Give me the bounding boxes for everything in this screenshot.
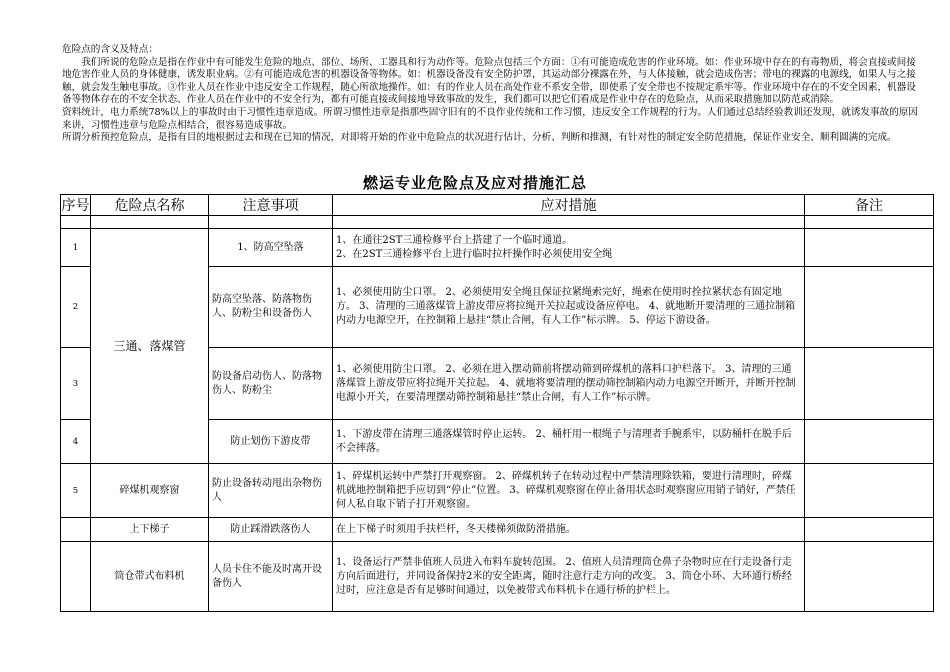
- row-number: [61, 542, 91, 612]
- col-header-caution: 注意事项: [209, 195, 333, 216]
- remark-cell: [805, 464, 934, 518]
- intro-heading: 危险点的含义及特点：: [62, 44, 158, 55]
- caution-cell: 人员卡住不能及时离开设备伤人: [209, 542, 333, 612]
- hazard-name: 碎煤机观察窗: [91, 464, 209, 518]
- hazard-name: 筒仓带式布料机: [91, 542, 209, 612]
- col-header-measures: 应对措施: [333, 195, 805, 216]
- row-number: 2: [61, 267, 91, 348]
- measures-cell: 1、碎煤机运转中严禁打开观察窗。 2、碎煤机转子在转动过程中严禁清理除铁箱，要进行清理时，碎煤机就地控制箱把手应切到“停止”位置。 3、碎煤机观察窗在停止备用状态时观察窗应用销子销好，严禁任何人私自取下销子打开观察窗。: [333, 464, 805, 518]
- remark-cell: [805, 348, 934, 420]
- measures-cell: 1、在通往2ST三通检修平台上搭建了一个临时通道。 2、在2ST三通检修平台上进行临时拉杆操作时必须使用安全绳: [333, 229, 805, 267]
- table-row: [61, 542, 934, 612]
- table-row: [61, 518, 934, 542]
- caution-cell: 防止划伤下游皮带: [209, 420, 333, 464]
- remark-cell: [805, 518, 934, 542]
- remark-cell: [805, 542, 934, 612]
- remark-cell: [805, 267, 934, 348]
- hazard-name: 上下梯子: [91, 518, 209, 542]
- hazard-name-merged: 三通、落煤管: [91, 229, 209, 464]
- table-title: 燃运专业危险点及应对措施汇总: [362, 174, 587, 192]
- row-number: [61, 518, 91, 542]
- measures-cell: 1、必须使用防尘口罩。 2、必须在进入摆动筛前将摆动筛到碎煤机的落料口护栏落下。 3、清理的三通落煤管上游皮带应将拉绳开关拉起。 4、就地将要清理的摆动筛控制箱内动力电源空开断开，并断开控制电源小开关，在要清理摆动筛控制箱悬挂“禁止合闸，有人工作”标示牌。: [333, 348, 805, 420]
- intro-paragraph-3: 所谓分析预控危险点，是指有目的地根据过去和现在已知的情况，对即将开始的作业中危险点的状况进行估计、分析、判断和推测，有针对性的制定安全防范措施，保证作业安全、顺利圆满的完成。: [62, 132, 897, 144]
- caution-cell: 防止设备转动甩出杂物伤人: [209, 464, 333, 518]
- col-header-hazard: 危险点名称: [91, 195, 209, 216]
- remark-cell: [805, 420, 934, 464]
- table-row: [61, 464, 934, 518]
- measures-cell: 1、下游皮带在清理三通落煤管时停止运转。 2、桶杆用一根绳子与清理者手腕系牢，以防桶杆在脱手后不会摔落。: [333, 420, 805, 464]
- table-header-row: [61, 195, 934, 216]
- row-number: 5: [61, 464, 91, 518]
- hazard-table: [60, 194, 934, 612]
- row-number: 1: [61, 229, 91, 267]
- table-row: [61, 229, 934, 267]
- caution-cell: 防高空坠落、防落物伤人、防粉尘和设备伤人: [209, 267, 333, 348]
- measures-cell: 1、必须使用防尘口罩。 2、必须使用安全绳且保证拉紧绳索完好，绳索在使用时拴拉紧状态有固定地方。 3、清理的三通落煤管上游皮带应将拉绳开关拉起或设备应停电。 4、就地断开要清理的三通拉制箱内动力电源空开，在控制箱上悬挂“禁止合闸，有人工作”标示牌。 5、停运下游设备。: [333, 267, 805, 348]
- measures-cell: 1、设备运行严禁非值班人员进入布料车旋转范围。 2、值班人员清理筒仓鼻子杂物时应在行走设备行走方向后面进行，并同设备保持2米的安全距离，随时注意行走方向的改变。 3、筒仓小环、大环通行桥经过时，应注意是否有足够时间通过，以免被带式布料机卡在通行桥的护栏上。: [333, 542, 805, 612]
- intro-paragraph-1: 我们所说的危险点是指在作业中有可能发生危险的地点、部位、场所、工器具和行为动作等。危险点包括三个方面：①有可能造成危害的作业环境。如：作业环境中存在的有毒物质，将会直接或间接地危害作业人员的身体健康，诱发职业病。②有可能造成危害的机器设备等物体。如：机器设备没有安全防护罩，其运动部分裸露在外，与人体接触，就会造成伤害；带电的裸露的电源线，如果人与之接触，就会发生触电事故。③作业人员在作业中违反安全工作规程，随心所欲地操作。如：有的作业人员在高处作业不系安全带，即使系了安全带也不按规定系牢等。作业环境中存在的不安全因素，机器设备等物体存在的不安全状态、作业人员在作业中的不安全行为，都有可能直接或间接地导致事故的发生，我们都可以把它们看成是作业中存在的危险点，从而采取措施加以防范或消除。: [62, 56, 916, 106]
- caution-cell: 1、防高空坠落: [209, 229, 333, 267]
- col-header-no: 序号: [61, 195, 91, 216]
- measures-cell: 在上下梯子时须用手扶栏杆，冬天楼梯须做防滑措施。: [333, 518, 805, 542]
- col-header-remark: 备注: [805, 195, 934, 216]
- caution-cell: 防止踩滑跌落伤人: [209, 518, 333, 542]
- spacer-row: [61, 216, 934, 229]
- intro-paragraph-2: 资料统计，电力系统78%以上的事故时由于习惯性违章造成。所谓习惯性违章是指那些固守旧有的不良作业传统和工作习惯，违反安全工作规程的行为。人们通过总结经验教训还发现，就诱发事故的原因来讲，习惯性违章与危险点相结合，很容易造成事故。: [62, 106, 918, 131]
- row-number: 4: [61, 420, 91, 464]
- caution-cell: 防设备启动伤人、防落物伤人、防粉尘: [209, 348, 333, 420]
- intro-section: [62, 44, 922, 145]
- row-number: 3: [61, 348, 91, 420]
- remark-cell: [805, 229, 934, 267]
